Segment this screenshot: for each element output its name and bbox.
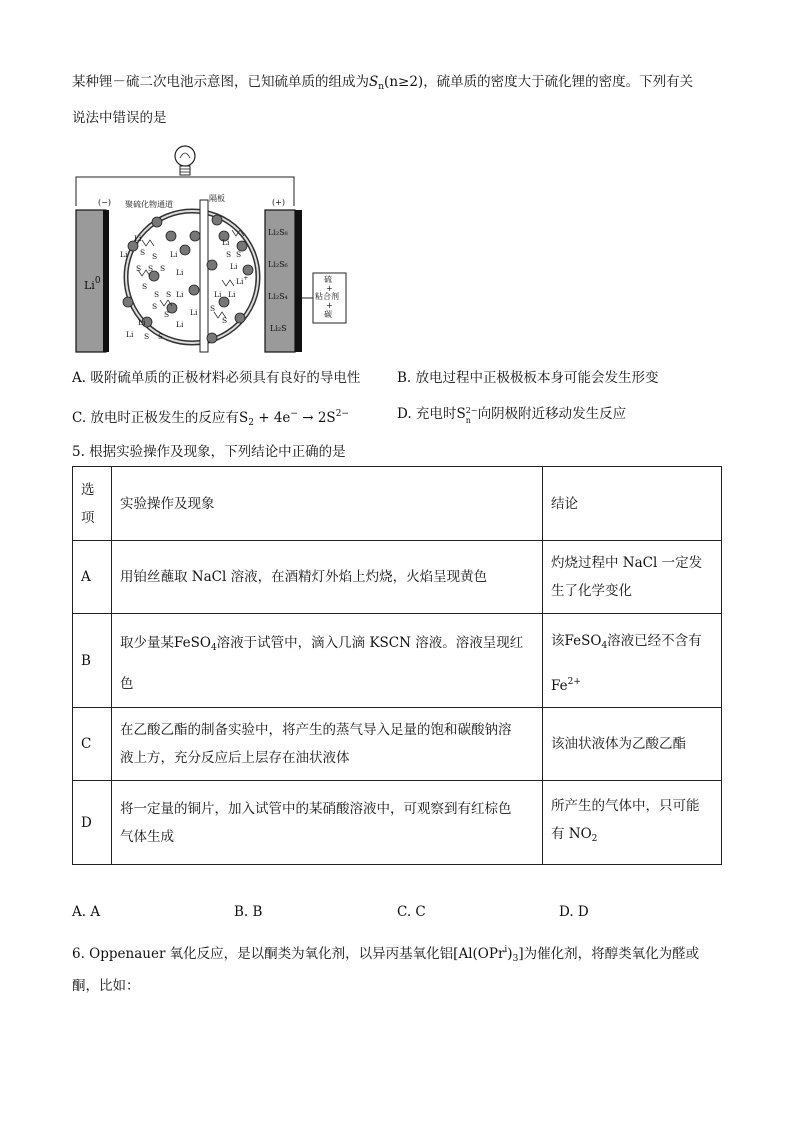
q4-stem-line-1: 某种锂－硫二次电池示意图，已知硫单质的组成为$S_n(n\ge 2)$，硫单质的密度大于硫化锂的密度。下列有关 [72,74,694,92]
s-label: S [236,250,242,259]
s-label: S [158,332,164,341]
header-operation: 实验操作及现象 [112,467,543,541]
li-label: Li [120,250,128,259]
table-row [73,614,722,708]
q5-answer-d: D. D [559,904,589,920]
row-conclusion: 所产生的气体中，只可能 有 $NO_2$ [543,781,722,865]
box-line-4: + [326,301,333,310]
box-line-1: 硫 [324,275,332,284]
sulfur-symbol: S [369,74,379,90]
s-label: S [222,316,228,325]
negative-terminal-label: (−) [98,198,111,207]
s-label: S [154,290,160,299]
li-label: Li [176,268,184,277]
q5-answer-a: A. A [72,904,101,920]
li-label: Li [176,290,184,299]
q5-stem: 5. 根据实验操作及现象，下列结论中正确的是 [72,444,346,460]
s-label: S [160,264,166,273]
q4-option-c: C. 放电时正极发生的反应有$S_2 + 4e^- \to 2S^{2-}$ [72,409,349,428]
channel-label: 聚硫化物通道 [125,200,173,209]
s-label: S [136,264,142,273]
light-bulb-icon [175,146,195,175]
s-label: S [142,282,148,291]
s-label: S [144,332,150,341]
table-header-row [73,467,722,541]
row-conclusion: 该FeSO$_4$溶液已经不含有 $Fe^{2+}$ [543,614,722,708]
box-line-2: + [326,284,333,293]
anode-backing [103,210,109,352]
s-label: S [152,302,158,311]
li-label: Li [170,250,178,259]
cathode-backing [295,210,302,352]
li-label: Li [126,330,134,339]
q4-stem-line-2: 说法中错误的是 [72,110,167,126]
q6-stem-line-1: 6. Oppenauer 氧化反应，是以酮类为氧化剂，以异丙基氧化铝$[Al(OPr^i)_3]$为催化剂，将醇类氧化为醛或 [72,945,700,964]
cathode-item-2: Li₂S₆ [268,260,288,269]
positive-terminal-label: (+) [272,198,285,207]
s-label: S [164,310,170,319]
cathode-item-1: Li₂S₈ [268,228,288,237]
battery-diagram-svg [72,140,352,355]
q5-answer-b: B. B [234,904,263,920]
row-operation: 将一定量的铜片，加入试管中的某硝酸溶液中，可观察到有红棕色 气体生成 [112,781,543,865]
s-label: S [166,290,172,299]
row-operation: 取少量某FeSO$_4$溶液于试管中，滴入几滴 KSCN 溶液。溶液呈现红 色 [112,614,543,708]
li-label: Li [230,262,238,271]
row-key: D [73,781,112,865]
ion-label: Li+ [236,275,249,286]
row-operation: 在乙酸乙酯的制备实验中，将产生的蒸气导入足量的饱和碳酸钠溶 液上方，充分反应后上层存在油状液体 [112,708,543,781]
li-label: Li [190,308,198,317]
s-label: S [226,250,232,259]
cathode-item-3: Li₂S₄ [268,292,288,301]
li-label: Li [214,290,222,299]
q4-option-a: A. 吸附硫单质的正极材料必须具有良好的导电性 [72,370,361,386]
box-line-5: 碳 [324,310,332,319]
q4-option-b: B. 放电过程中正极极板本身可能会发生形变 [397,370,659,386]
s-label: S [148,264,154,273]
box-line-3: 粘合剂 [315,292,339,301]
separator-plate [200,200,208,352]
table-row [73,781,722,865]
row-conclusion: 灼烧过程中 NaCl 一定发 生了化学变化 [543,541,722,614]
separator-label: 隔板 [209,194,225,203]
row-key: C [73,708,112,781]
battery-diagram [72,140,352,355]
li-label: Li [134,234,142,243]
table-row [73,708,722,781]
li-label: Li [138,318,146,327]
li-label: Li [228,290,236,299]
header-conclusion: 结论 [543,467,722,541]
table-row [73,541,722,614]
header-option: 选 项 [73,467,112,541]
row-conclusion: 该油状液体为乙酸乙酯 [543,708,722,781]
s-label: S [140,248,146,257]
q6-stem-line-2: 酮，比如： [72,978,140,994]
cathode-item-4: Li₂S [270,324,287,333]
experiment-table [72,466,722,865]
row-key: A [73,541,112,614]
li-label: Li [222,238,230,247]
lithium-anode-label: Li$^0$ [84,276,101,292]
row-key: B [73,614,112,708]
s-label: S [210,304,216,313]
s-label: S [152,252,158,261]
row-operation: 用铂丝蘸取 NaCl 溶液，在酒精灯外焰上灼烧，火焰呈现黄色 [112,541,543,614]
li-label: Li [176,320,184,329]
q4-option-d: D. 充电时S 2− n 向阴极附近移动发生反应 [397,406,627,425]
q5-answer-c: C. C [397,904,426,920]
